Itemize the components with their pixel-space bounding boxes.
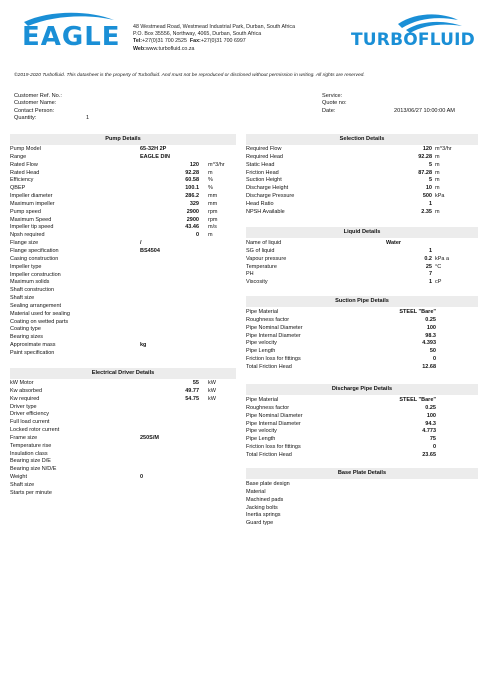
row-value: 25 <box>425 263 432 270</box>
selection-row <box>246 185 478 193</box>
row-value: STEEL "Bare" <box>399 309 436 315</box>
row-label: Head Ratio <box>246 200 274 207</box>
row-unit: rpm <box>208 216 218 223</box>
discharge-row <box>246 436 478 444</box>
row-label: Rated Flow <box>10 161 38 168</box>
baseplate-row <box>246 481 478 489</box>
row-value: 2900 <box>186 216 199 223</box>
pump-details-header: Pump Details <box>10 134 236 145</box>
row-label: Efficiency <box>10 177 34 184</box>
selection-row <box>246 201 478 209</box>
base-plate-table <box>246 481 478 528</box>
row-label: Coating on wetted parts <box>10 318 69 325</box>
suction-row <box>246 309 478 317</box>
contact-phone-fax: Tel:+27(0)31 700 2525 Fax:+27(0)31 700 6997 <box>133 38 246 45</box>
driver-row <box>10 396 236 404</box>
row-value: 4.773 <box>422 428 436 435</box>
discharge-row <box>246 421 478 429</box>
pump-row <box>10 154 236 162</box>
copyright-notice: ©2019-2020 Turbofluid. This datasheet is the property of Turbofluid. And must not be reproduced or disclosed without permission in writing. All rights are reserved. <box>14 73 365 78</box>
row-label: Required Head <box>246 153 283 160</box>
selection-row <box>246 209 478 217</box>
driver-row <box>10 490 236 498</box>
row-label: Pipe Length <box>246 436 276 443</box>
suction-row <box>246 317 478 325</box>
row-value: 12.68 <box>422 363 436 370</box>
discharge-row <box>246 405 478 413</box>
row-unit: mm <box>208 193 218 200</box>
row-label: Frame size <box>10 434 38 441</box>
row-value: 100 <box>426 324 436 331</box>
row-label: QBEP <box>10 185 26 192</box>
suction-row <box>246 325 478 333</box>
suction-pipe-table <box>246 309 478 372</box>
customer-info: Customer Ref. No.: Customer Name: Contact Person: Quantity: 1 <box>14 93 90 122</box>
pump-row <box>10 146 236 154</box>
row-unit: m <box>435 185 440 192</box>
row-value: EAGLE DIN <box>140 153 170 160</box>
suction-row <box>246 356 478 364</box>
pump-details-table <box>10 146 236 358</box>
row-value: 23.65 <box>422 451 436 458</box>
discharge-row <box>246 452 478 460</box>
row-label: Weight <box>10 474 28 481</box>
row-value: 1 <box>428 279 432 286</box>
pump-row <box>10 311 236 319</box>
driver-row <box>10 411 236 419</box>
row-unit: cP <box>435 279 442 286</box>
pump-row <box>10 256 236 264</box>
selection-row <box>246 154 478 162</box>
row-unit: kPa a <box>435 255 450 262</box>
address-line-2: P.O. Box 35556, Northway, 4065, Durban, South Africa <box>133 31 262 38</box>
pump-row <box>10 201 236 209</box>
row-unit: rpm <box>208 208 218 215</box>
row-unit: % <box>208 185 213 192</box>
row-value: 286.2 <box>185 193 199 200</box>
row-value: 94.3 <box>425 420 436 427</box>
row-value: 0.25 <box>425 316 436 323</box>
row-value: kg <box>140 342 147 349</box>
pump-row <box>10 177 236 185</box>
row-value: 100.1 <box>185 185 199 192</box>
contact-web: Web:www.turbofluid.co.za <box>133 45 195 52</box>
row-label: Viscosity <box>246 279 268 286</box>
date-value: 2013/06/27 10:00:00 AM <box>394 107 455 114</box>
row-label: Bearing sizes <box>10 334 44 341</box>
row-value: 75 <box>429 436 436 443</box>
row-label: Inertia springs <box>246 512 281 519</box>
row-unit: mm <box>208 200 218 207</box>
row-label: Shaft construction <box>10 287 55 294</box>
pump-row <box>10 162 236 170</box>
row-value: 120 <box>189 161 199 168</box>
row-label: Total Friction Head <box>246 363 292 370</box>
row-label: Driver type <box>10 403 37 410</box>
liquid-row <box>246 248 478 256</box>
row-label: Pump Model <box>10 146 41 152</box>
row-unit: kW <box>208 380 216 386</box>
row-value: 49.77 <box>185 387 199 394</box>
company-address <box>133 24 295 53</box>
row-label: Friction loss for fittings <box>246 444 301 451</box>
pump-row <box>10 232 236 240</box>
row-label: Starts per minute <box>10 489 52 496</box>
row-label: Pipe velocity <box>246 340 277 347</box>
row-label: Roughness factor <box>246 316 290 323</box>
suction-row <box>246 364 478 372</box>
row-label: NPSH Available <box>246 208 285 215</box>
discharge-row <box>246 397 478 405</box>
row-label: Pipe velocity <box>246 428 277 435</box>
row-label: Range <box>10 153 27 160</box>
suction-pipe-header: Suction Pipe Details <box>246 296 478 307</box>
row-label: Temperature rise <box>10 442 52 449</box>
row-value: 2.35 <box>421 208 432 215</box>
pump-row <box>10 170 236 178</box>
selection-row <box>246 146 478 154</box>
row-label: Friction loss for fittings <box>246 356 301 363</box>
discharge-pipe-header: Discharge Pipe Details <box>246 384 478 395</box>
baseplate-row <box>246 512 478 520</box>
row-label: Pipe Nominal Diameter <box>246 412 303 419</box>
pump-row <box>10 334 236 342</box>
row-label: Sealing arrangement <box>10 302 62 309</box>
row-unit: m <box>208 169 213 176</box>
row-label: Flange size <box>10 240 39 247</box>
row-value: 2900 <box>186 208 199 215</box>
row-value: 100 <box>426 412 436 419</box>
row-label: Impeller construction <box>10 271 61 278</box>
row-label: Pipe Nominal Diameter <box>246 324 303 331</box>
pump-row <box>10 272 236 280</box>
row-label: Discharge Pressure <box>246 193 295 200</box>
row-unit: m^3/hr <box>435 146 452 152</box>
row-value: / <box>140 240 142 247</box>
row-label: Pump speed <box>10 208 41 215</box>
row-label: Base plate design <box>246 481 290 487</box>
driver-row <box>10 466 236 474</box>
row-label: Pipe Material <box>246 309 279 315</box>
row-unit: kPa <box>435 193 445 200</box>
row-value: 5 <box>428 177 432 184</box>
row-value: STEEL "Bare" <box>399 397 436 403</box>
driver-details-header: Electrical Driver Details <box>10 368 236 379</box>
pump-row <box>10 295 236 303</box>
row-label: SG of liquid <box>246 247 275 254</box>
row-value: 43.46 <box>185 224 199 231</box>
pump-row <box>10 287 236 295</box>
row-label: PH <box>246 271 254 278</box>
row-value: 250S/M <box>140 434 159 441</box>
row-label: Static Head <box>246 161 275 168</box>
liquid-row <box>246 256 478 264</box>
row-label: Maximum solids <box>10 279 50 286</box>
row-value: 98.3 <box>425 332 436 339</box>
pump-row <box>10 319 236 327</box>
eagle-logo-text: EAGLE <box>22 22 121 52</box>
row-value: 7 <box>428 271 432 278</box>
row-label: Maximum impeller <box>10 200 55 207</box>
row-label: Bearing size D/E <box>10 458 51 465</box>
pump-row <box>10 217 236 225</box>
baseplate-row <box>246 505 478 513</box>
liquid-row <box>246 279 478 287</box>
row-label: Impeller tip speed <box>10 224 54 231</box>
row-label: Full load current <box>10 419 50 426</box>
quantity-value: 1 <box>86 115 90 122</box>
row-label: Casing construction <box>10 255 59 262</box>
row-unit: m <box>435 161 440 168</box>
row-label: Total Friction Head <box>246 451 292 458</box>
pump-row <box>10 279 236 287</box>
row-label: Shaft size <box>10 481 35 488</box>
selection-details-header: Selection Details <box>246 134 478 145</box>
suction-row <box>246 348 478 356</box>
pump-row <box>10 240 236 248</box>
driver-row <box>10 443 236 451</box>
row-unit: m <box>208 232 213 239</box>
driver-row <box>10 427 236 435</box>
service-info: Service: Quote no: Date: 2013/06/27 10:00:00 AM <box>322 93 455 114</box>
row-value: 120 <box>422 146 432 152</box>
row-label: Rated Head <box>10 169 40 176</box>
row-label: Discharge Height <box>246 185 289 192</box>
row-value: 92.28 <box>185 169 199 176</box>
row-value: 0.2 <box>424 255 432 262</box>
pump-row <box>10 326 236 334</box>
row-label: Bearing size N/D/E <box>10 466 57 473</box>
row-value: 0.25 <box>425 404 436 411</box>
row-value: 329 <box>189 200 199 207</box>
row-value: 55 <box>192 380 199 386</box>
row-label: Pipe Length <box>246 348 276 355</box>
row-label: Kw absorbed <box>10 387 43 394</box>
row-unit: m <box>435 177 440 184</box>
liquid-row <box>246 240 478 248</box>
row-label: Temperature <box>246 263 277 270</box>
baseplate-row <box>246 497 478 505</box>
row-label: Coating type <box>10 326 41 333</box>
row-unit: m <box>435 153 440 160</box>
driver-row <box>10 380 236 388</box>
baseplate-row <box>246 520 478 528</box>
address-line-1: 48 Westmead Road, Westmead Industrial Park, Durban, South Africa <box>133 24 296 30</box>
liquid-row <box>246 264 478 272</box>
row-label: Machined pads <box>246 496 284 503</box>
row-label: Friction Head <box>246 169 279 176</box>
row-value: 50 <box>429 348 436 355</box>
row-value: 60.58 <box>185 177 199 184</box>
row-unit: m/s <box>208 224 217 231</box>
row-label: kW Motor <box>10 380 34 386</box>
row-value: 1 <box>428 200 432 207</box>
row-value: Water <box>386 240 402 246</box>
turbofluid-logo-text: TURBOFLUID <box>351 30 475 50</box>
discharge-pipe-table <box>246 397 478 460</box>
row-label: Maximum Speed <box>10 216 52 223</box>
row-label: Impeller diameter <box>10 193 53 200</box>
pump-row <box>10 248 236 256</box>
discharge-row <box>246 428 478 436</box>
row-label: Driver efficiency <box>10 411 50 418</box>
row-label: Name of liquid <box>246 240 282 246</box>
row-value: BS4504 <box>140 247 160 254</box>
row-label: Guard type <box>246 520 274 527</box>
base-plate-header: Base Plate Details <box>246 468 478 479</box>
row-value: 5 <box>428 161 432 168</box>
selection-details-table <box>246 146 478 217</box>
driver-details-table <box>10 380 236 498</box>
row-unit: m^3/hr <box>208 161 225 168</box>
row-unit: °C <box>435 263 442 270</box>
row-value: 10 <box>425 185 432 192</box>
discharge-row <box>246 413 478 421</box>
driver-row <box>10 435 236 443</box>
row-value: 65-32H 2P <box>140 146 167 152</box>
driver-row <box>10 482 236 490</box>
row-label: Roughness factor <box>246 404 290 411</box>
row-label: Locked rotor current <box>10 427 60 434</box>
row-value: 0 <box>140 474 144 481</box>
driver-row <box>10 474 236 482</box>
selection-row <box>246 177 478 185</box>
discharge-row <box>246 444 478 452</box>
row-label: Shaft size <box>10 295 35 302</box>
row-label: Approximate mass <box>10 342 56 349</box>
row-label: Impeller type <box>10 263 42 270</box>
driver-row <box>10 404 236 412</box>
row-unit: % <box>208 177 213 184</box>
pump-row <box>10 185 236 193</box>
row-label: Jacking bolts <box>246 504 278 511</box>
selection-row <box>246 170 478 178</box>
driver-row <box>10 419 236 427</box>
row-label: Material <box>246 488 266 495</box>
suction-row <box>246 340 478 348</box>
row-value: 1 <box>428 247 432 254</box>
row-value: 54.75 <box>185 395 199 402</box>
liquid-details-table <box>246 240 478 287</box>
row-value: 92.28 <box>418 153 432 160</box>
row-label: Flange specification <box>10 247 59 254</box>
driver-row <box>10 388 236 396</box>
baseplate-row <box>246 489 478 497</box>
row-unit: kW <box>208 395 216 402</box>
row-label: Material used for sealing <box>10 310 70 317</box>
row-value: 0 <box>195 232 199 239</box>
pump-row <box>10 342 236 350</box>
row-value: 87.28 <box>418 169 432 176</box>
pump-row <box>10 303 236 311</box>
row-label: Required Flow <box>246 146 282 152</box>
selection-row <box>246 193 478 201</box>
driver-row <box>10 451 236 459</box>
selection-row <box>246 162 478 170</box>
row-label: Pipe Internal Diameter <box>246 420 301 427</box>
liquid-row <box>246 271 478 279</box>
row-value: 4.393 <box>422 340 436 347</box>
row-label: Pipe Material <box>246 397 279 403</box>
pump-row <box>10 193 236 201</box>
suction-row <box>246 333 478 341</box>
liquid-details-header: Liquid Details <box>246 227 478 238</box>
pump-row <box>10 350 236 358</box>
row-label: Insulation class <box>10 450 48 457</box>
row-value: 0 <box>432 444 436 451</box>
row-unit: m <box>435 169 440 176</box>
row-label: Suction Height <box>246 177 282 184</box>
row-label: Pipe Internal Diameter <box>246 332 301 339</box>
row-label: Npsh required <box>10 232 45 239</box>
driver-row <box>10 458 236 466</box>
pump-row <box>10 224 236 232</box>
row-unit: m <box>435 208 440 215</box>
row-label: Kw required <box>10 395 40 402</box>
pump-row <box>10 209 236 217</box>
pump-row <box>10 264 236 272</box>
row-value: 0 <box>432 356 436 363</box>
row-label: Vapour pressure <box>246 255 287 262</box>
row-label: Paint specification <box>10 349 55 356</box>
row-unit: kW <box>208 387 216 394</box>
row-value: 500 <box>422 193 432 200</box>
